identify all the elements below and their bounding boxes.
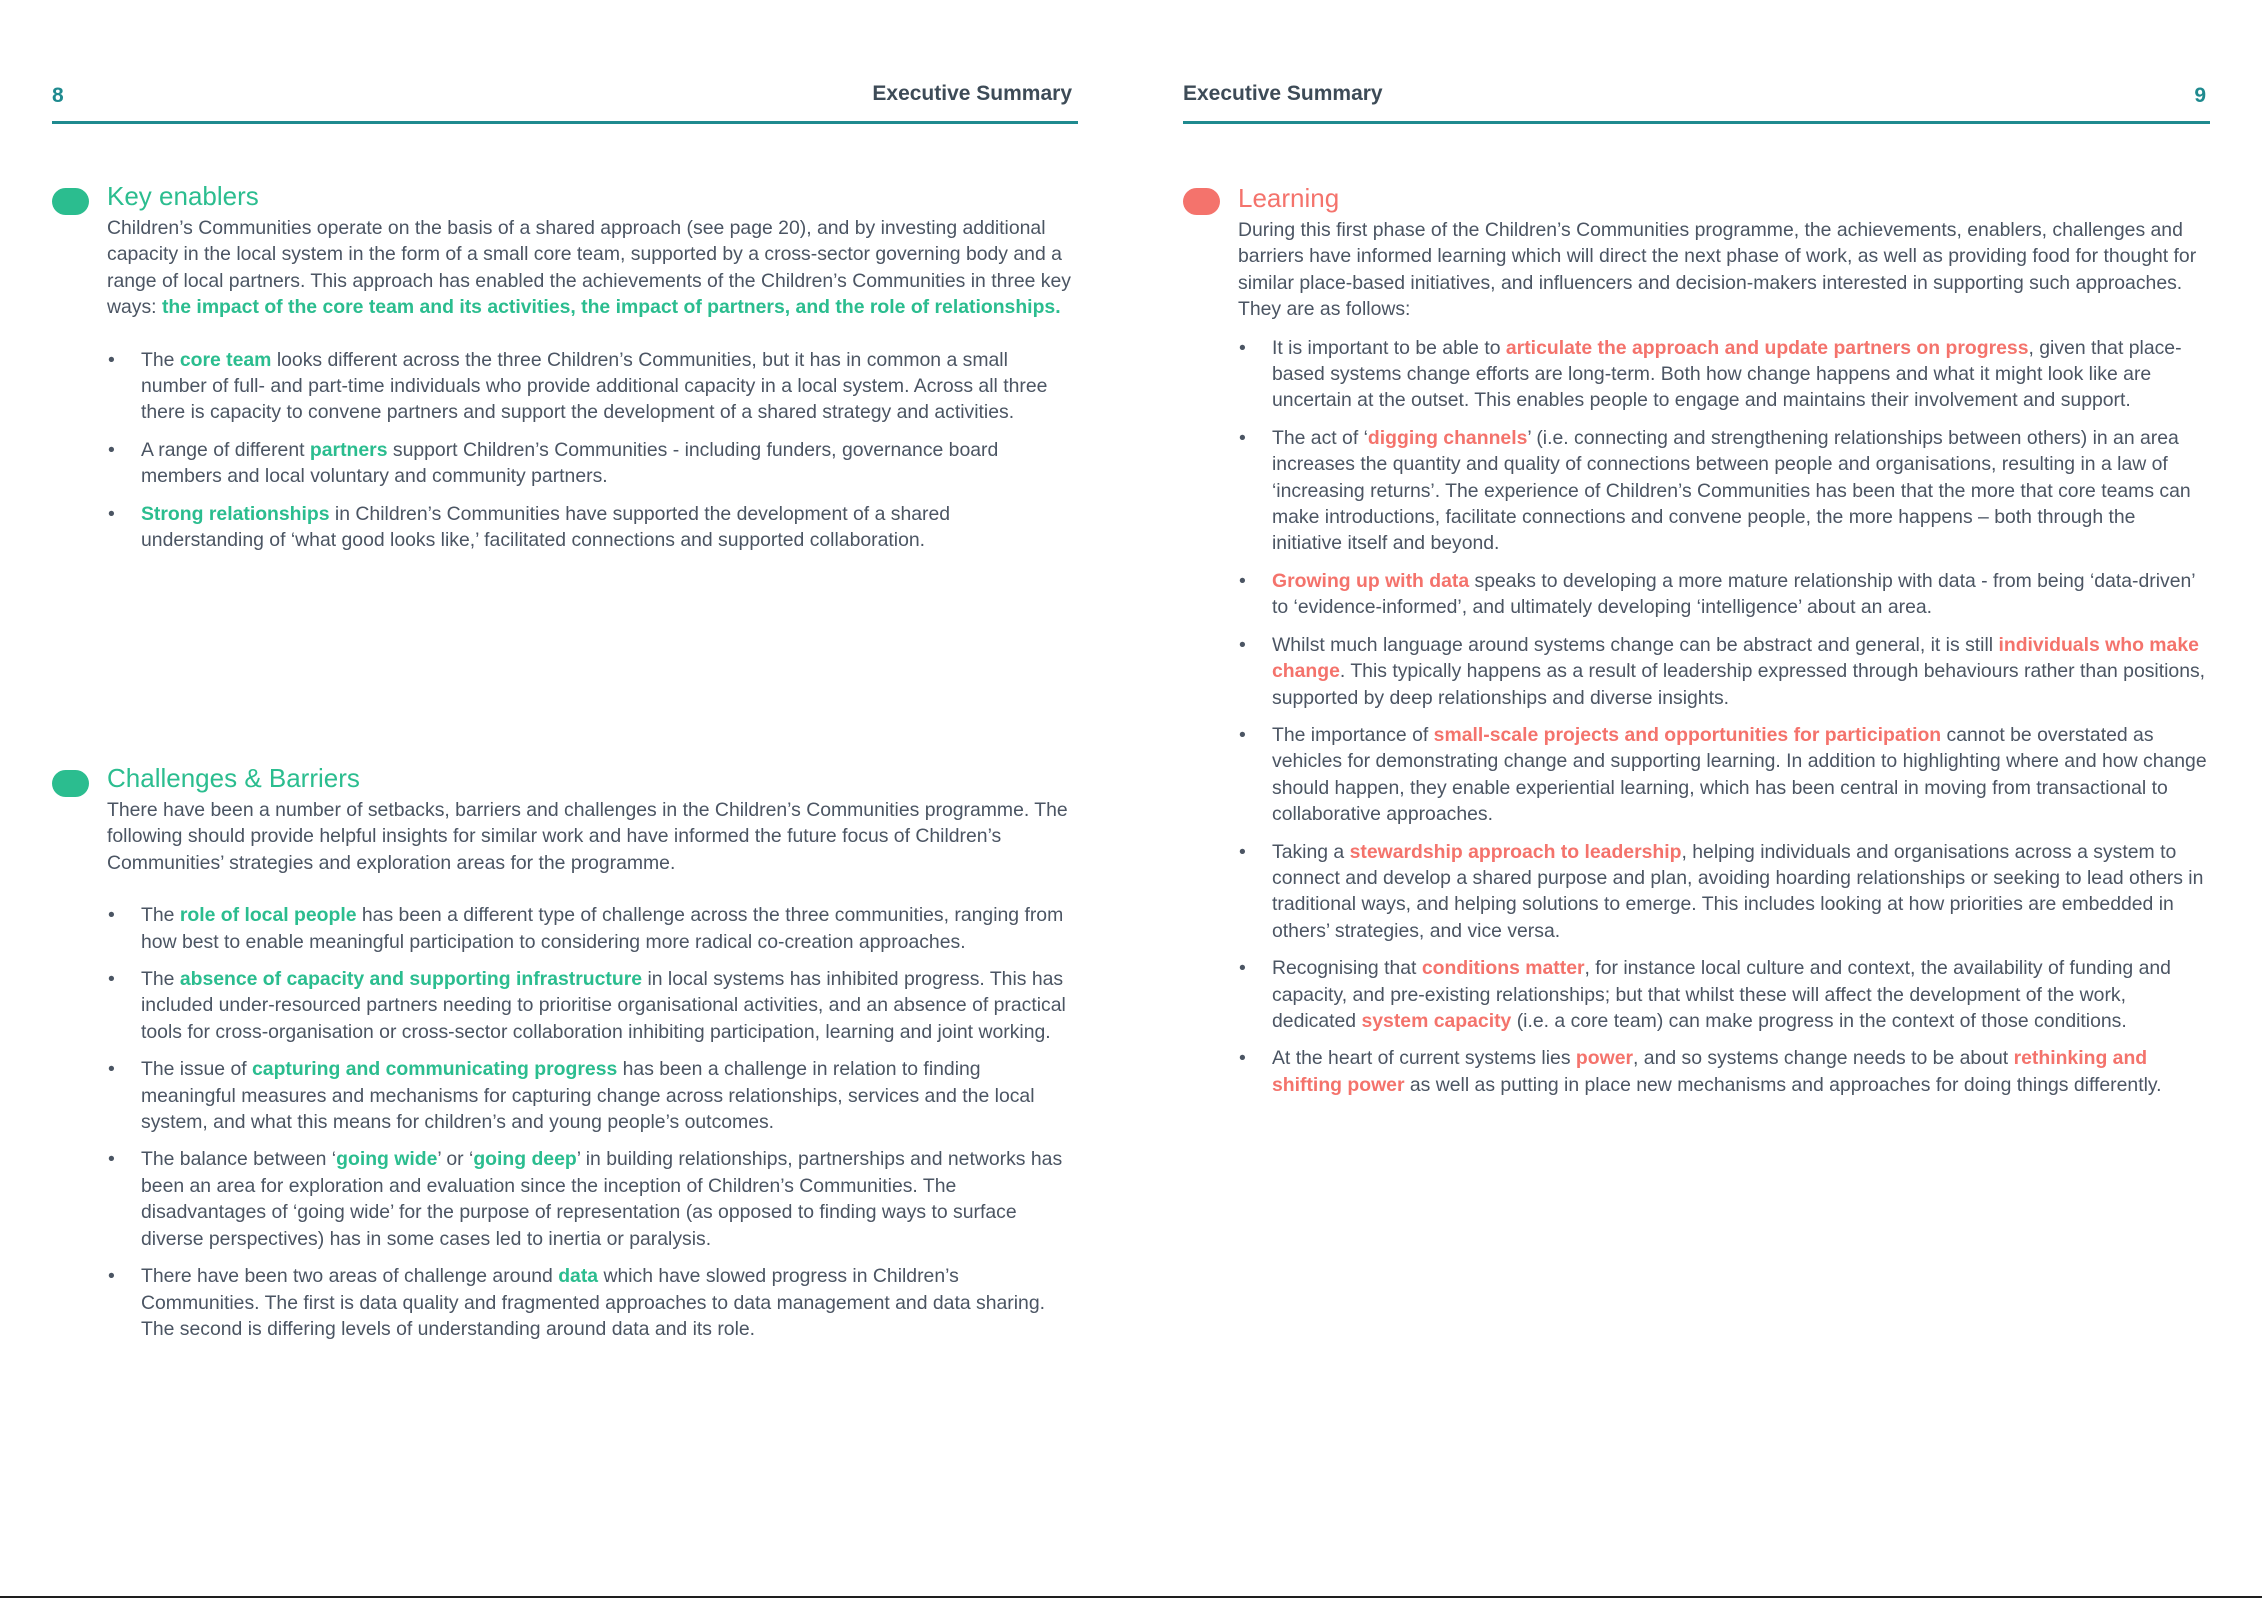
highlight-term: absence of capacity and supporting infrastructure: [179, 968, 643, 991]
section-marker-icon: [1183, 188, 1220, 215]
learning-section: [1183, 182, 2210, 1109]
list-item: • The core team looks different across the three Children’s Communities, but it has in common a small number of full- and part-time individuals who provide additional capacity in a local system. Across all three there is capacity to convene partners and support the development of a shared strategy and activities.: [107, 347, 1078, 426]
key-enablers-section: [52, 180, 1078, 564]
left-running-head: [52, 80, 1078, 124]
highlight-term: articulate the approach and update partners on progress: [1505, 336, 2029, 359]
challenges-section: [52, 762, 1078, 1353]
list-item: • At the heart of current systems lies power, and so systems change needs to be about rethinking and shifting power as well as putting in place new mechanisms and approaches for doing things differently.: [1238, 1045, 2210, 1098]
list-item: • Taking a stewardship approach to leadership, helping individuals and organisations across a system to connect and develop a shared purpose and plan, avoiding hoarding relationships or seeking to lead others in traditional ways, and helping solutions to emerge. This includes looking at how priorities are embedded in others’ strategies, and vice versa.: [1238, 839, 2210, 945]
highlight-term: capturing and communicating progress: [252, 1058, 618, 1081]
page-number: 8: [52, 84, 64, 107]
list-item: • Growing up with data speaks to developing a more mature relationship with data - from being ‘data-driven’ to ‘evidence-informed’, and ultimately developing ‘intelligence’ about an area.: [1238, 568, 2210, 621]
list-item: • There have been two areas of challenge around data which have slowed progress in Children’s Communities. The first is data quality and fragmented approaches to data management and data sharing. The second is differing levels of understanding around data and its role.: [107, 1263, 1078, 1342]
list-item: • Whilst much language around systems change can be abstract and general, it is still individuals who make change. This typically happens as a result of leadership expressed through behaviours rather than positions, supported by deep relationships and diverse insights.: [1238, 632, 2210, 711]
right-page: [1183, 0, 2210, 1598]
highlight-term: data: [558, 1265, 599, 1288]
highlight-term: power: [1575, 1047, 1634, 1070]
list-item: • The absence of capacity and supporting infrastructure in local systems has inhibited progress. This has included under-resourced partners needing to prioritise organisational activities, and an absence of practical tools for cross-organisation or cross-sector collaboration inhibiting participation, learning and joint working.: [107, 966, 1078, 1045]
running-section-title: Executive Summary: [1183, 82, 1383, 105]
highlight-term: core team: [179, 348, 272, 371]
section-intro: During this first phase of the Children’s Communities programme, the achievements, enablers, challenges and barriers have informed learning which will direct the next phase of work, as well as providing food for thought for similar place-based initiatives, and influencers and decision-makers interested in supporting such approaches. They are as follows:: [1238, 219, 2197, 321]
highlight-term: rethinking and shifting power: [1272, 1047, 2148, 1096]
highlight-term: going wide: [336, 1148, 438, 1171]
list-item: • A range of different partners support Children’s Communities - including funders, governance board members and local voluntary and community partners.: [107, 437, 1078, 490]
section-intro: There have been a number of setbacks, barriers and challenges in the Children’s Communities programme. The following should provide helpful insights for similar work and have informed the future focus of Children’s Communities’ strategies and exploration areas for the programme.: [107, 799, 1068, 874]
highlight-term: digging channels: [1367, 426, 1528, 449]
list-item: • Recognising that conditions matter, for instance local culture and context, the availability of funding and capacity, and pre-existing relationships; but that whilst these will affect the development of the work, dedicated system capacity (i.e. a core team) can make progress in the context of those conditions.: [1238, 955, 2210, 1034]
section-marker-icon: [52, 770, 89, 797]
running-section-title: Executive Summary: [872, 82, 1072, 105]
bullet-list: [107, 902, 1078, 1342]
intro-text: Children’s Communities operate on the basis of a shared approach (see page 20), and by investing additional capacity in the local system in the form of a small core team, supported by a cross-sector governing body and a range of local partners. This approach has enabled the achievements of the Children’s Communities in three key ways:: [107, 217, 1071, 319]
highlight-term: Growing up with data: [1272, 569, 1470, 592]
bullet-list: [1238, 335, 2210, 1099]
list-item: • The act of ‘digging channels’ (i.e. connecting and strengthening relationships between others) in an area increases the quantity and quality of connections between people and organisations, resulting in a law of ‘increasing returns’. The experience of Children’s Communities has been that the more that core teams can make introductions, facilitate connections and convene people, the more happens – both through the initiative itself and beyond.: [1238, 425, 2210, 557]
page-number: 9: [2194, 84, 2206, 107]
right-running-head: [1183, 80, 2210, 124]
list-item: • The balance between ‘going wide’ or ‘going deep’ in building relationships, partnerships and networks has been an area for exploration and evaluation since the inception of Children’s Communities. The disadvantages of ‘going wide’ for the purpose of representation (as opposed to finding ways to surface diverse perspectives) has in some cases led to inertia or paralysis.: [107, 1146, 1078, 1252]
section-heading: Key enablers: [107, 181, 259, 211]
highlight-term: stewardship approach to leadership: [1349, 840, 1682, 863]
bullet-list: [107, 347, 1078, 554]
section-heading: Challenges & Barriers: [107, 763, 360, 793]
intro-highlight: the impact of the core team and its activities, the impact of partners, and the role of relationships.: [161, 296, 1061, 319]
highlight-term: conditions matter: [1421, 957, 1585, 980]
list-item: • The issue of capturing and communicating progress has been a challenge in relation to finding meaningful measures and mechanisms for capturing change across relationships, services and the local system, and what this means for children’s and young people’s outcomes.: [107, 1056, 1078, 1135]
highlight-term: system capacity: [1361, 1009, 1512, 1032]
highlight-term: Strong relationships: [141, 502, 330, 525]
highlight-term: partners: [309, 438, 388, 461]
list-item: • The role of local people has been a different type of challenge across the three communities, ranging from how best to enable meaningful participation to considering more radical co-creation approaches.: [107, 902, 1078, 955]
list-item: • Strong relationships in Children’s Communities have supported the development of a shared understanding of ‘what good looks like,’ facilitated connections and supported collaboration.: [107, 501, 1078, 554]
list-item: • The importance of small-scale projects and opportunities for participation cannot be overstated as vehicles for demonstrating change and supporting learning. In addition to highlighting where and how change should happen, they enable experiential learning, which has been central in moving from transactional to collaborative approaches.: [1238, 722, 2210, 828]
highlight-term: small-scale projects and opportunities for participation: [1433, 723, 1942, 746]
section-intro: [107, 215, 1078, 321]
list-item: • It is important to be able to articulate the approach and update partners on progress, given that place-based systems change efforts are long-term. Both how change happens and what it might look like are uncertain at the outset. This enables people to engage and maintains their involvement and support.: [1238, 335, 2210, 414]
section-marker-icon: [52, 188, 89, 215]
left-page: [52, 0, 1078, 1598]
highlight-term: individuals who make change: [1272, 633, 2199, 683]
highlight-term: role of local people: [179, 904, 357, 927]
highlight-term: going deep: [473, 1148, 577, 1171]
section-heading: Learning: [1238, 183, 1340, 213]
